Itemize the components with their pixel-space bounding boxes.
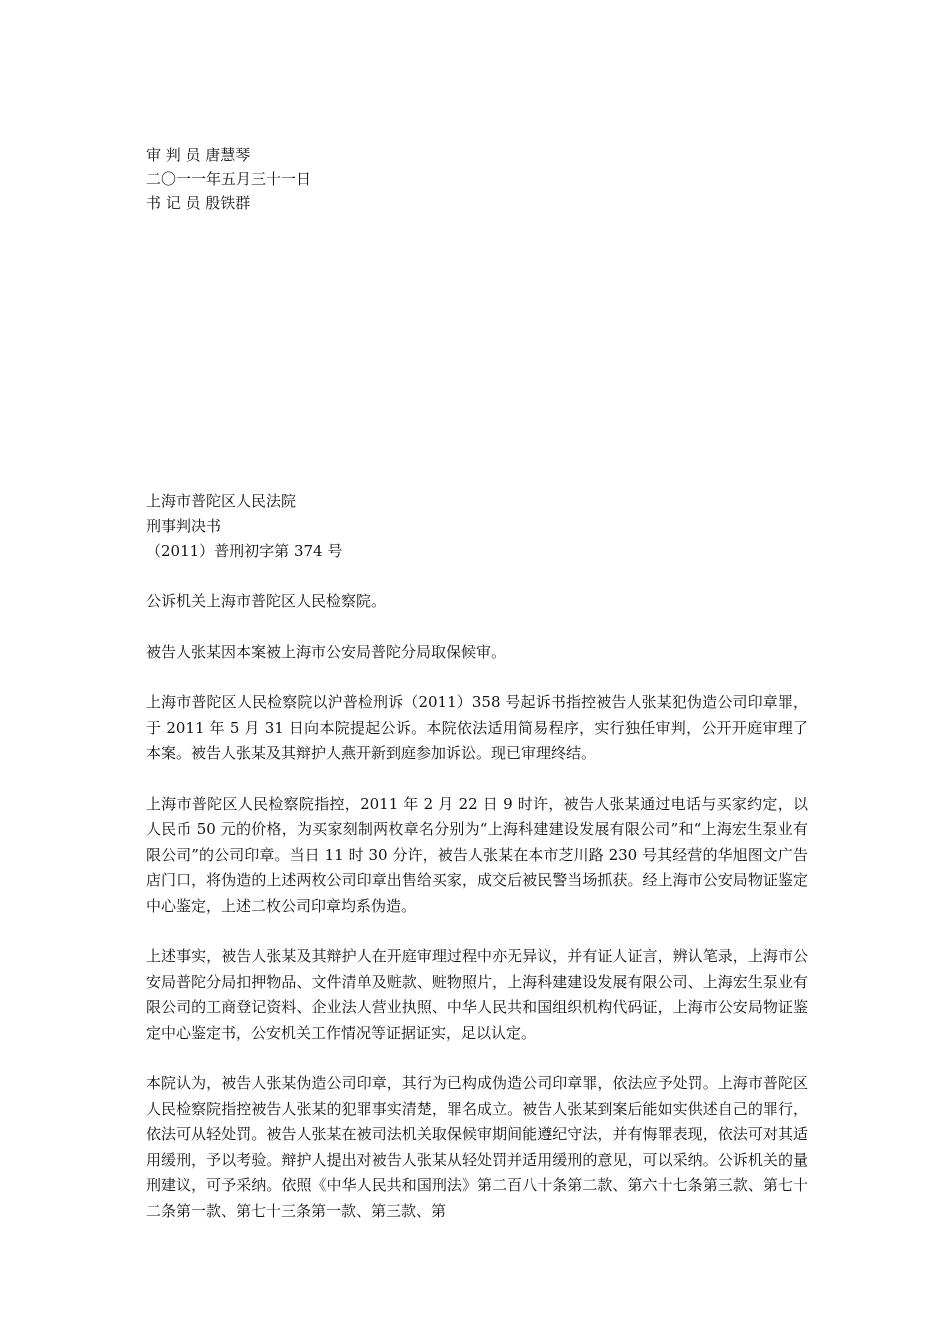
case-number: （2011）普刑初字第 374 号: [146, 542, 343, 560]
paragraph-procedure: 上海市普陀区人民检察院以沪普检刑诉（2011）358 号起诉书指控被告人张某犯伪造公司印章罪，于 2011 年 5 月 31 日向本院提起公诉。本院依法适用简易程序，实行独任审判，公开开庭审理了本案。被告人张某及其辩护人燕开新到庭参加诉讼。现已审理终结。: [146, 693, 808, 762]
clerk-line: 书 记 员 殷铁群: [146, 194, 251, 212]
judgment-body: [146, 489, 808, 1224]
document-header: [146, 489, 808, 564]
paragraph-evidence: 上述事实，被告人张某及其辩护人在开庭审理过程中亦无异议，并有证人证言，辨认笔录，上海市公安局普陀分局扣押物品、文件清单及赃款、赃物照片，上海科建建设发展有限公司、上海宏生泵业有限公司的工商登记资料、企业法人营业执照、中华人民共和国组织机构代码证，上海市公安局物证鉴定中心鉴定书，公安机关工作情况等证据证实，足以认定。: [146, 947, 808, 1042]
signature-block: [146, 143, 546, 215]
judge-line: 审 判 员 唐慧琴: [146, 146, 251, 164]
court-name: 上海市普陀区人民法院: [146, 492, 297, 510]
paragraph-defendant: 被告人张某因本案被上海市公安局普陀分局取保候审。: [146, 642, 507, 661]
document-type: 刑事判决书: [146, 517, 222, 535]
paragraph-prosecutor: 公诉机关上海市普陀区人民检察院。: [146, 592, 387, 610]
paragraph-court-opinion: 本院认为，被告人张某伪造公司印章，其行为已构成伪造公司印章罪，依法应予处罚。上海市普陀区人民检察院指控被告人张某的犯罪事实清楚，罪名成立。被告人张某到案后能如实供述自己的罪行，依法可从轻处罚。被告人张某在被司法机关取保候审期间能遵纪守法，并有悔罪表现，依法可对其适用缓刑，予以考验。辩护人提出对被告人张某从轻处罚并适用缓刑的意见，可以采纳。公诉机关的量刑建议，可予采纳。依照《中华人民共和国刑法》第二百八十条第二款、第六十七条第三款、第七十二条第一款、第七十三条第一款、第三款、第: [146, 1074, 808, 1220]
judgment-date: 二〇一一年五月三十一日: [146, 170, 312, 188]
paragraph-charges: 上海市普陀区人民检察院指控，2011 年 2 月 22 日 9 时许，被告人张某通过电话与买家约定，以人民币 50 元的价格，为买家刻制两枚章名分别为“上海科建建设发展有限公司”和“上海宏生泵业有限公司”的公司印章。当日 11 时 30 分许，被告人张某在本市芝川路 230 号其经营的华旭图文广告店门口，将伪造的上述两枚公司印章出售给买家，成交后被民警当场抓获。经上海市公安局物证鉴定中心鉴定，上述二枚公司印章均系伪造。: [146, 794, 808, 915]
